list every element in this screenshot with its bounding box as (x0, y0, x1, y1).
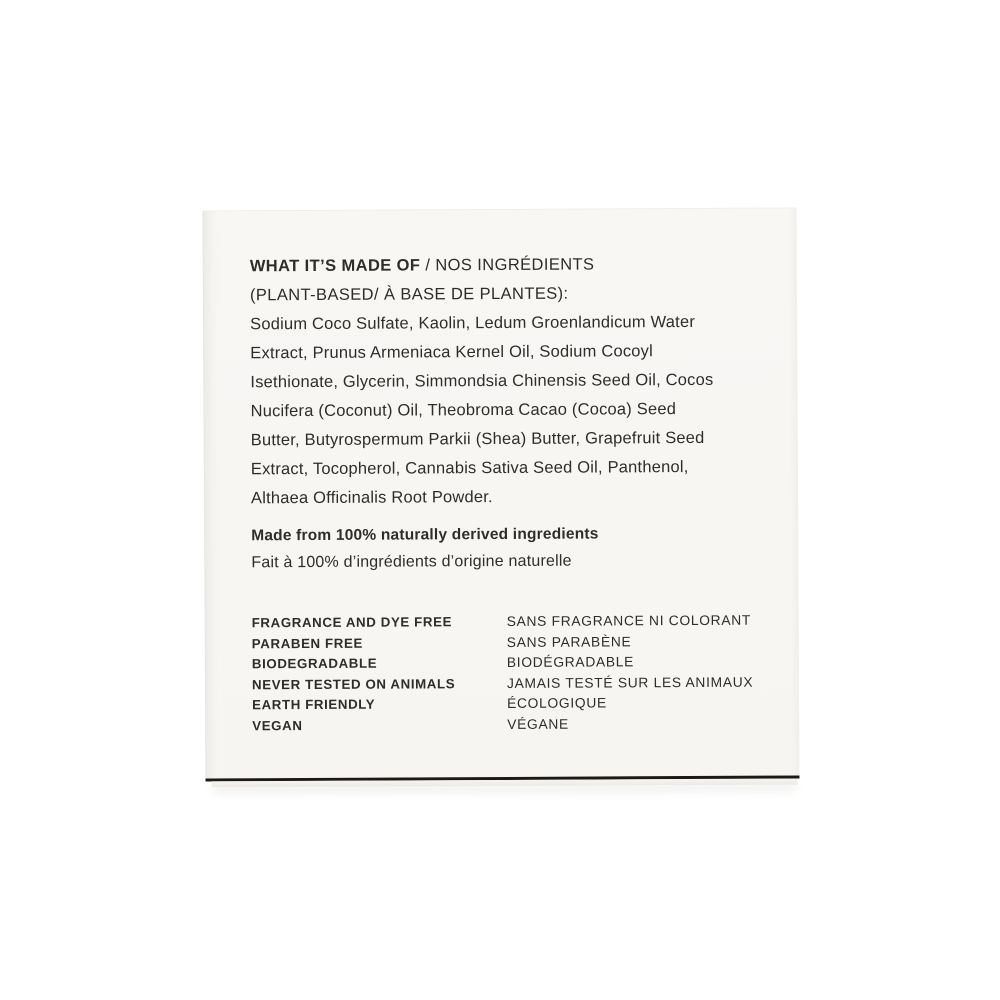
feature-fr: VÉGANE (507, 716, 569, 732)
label-content (250, 249, 801, 736)
feature-fr: SANS PARABÈNE (506, 633, 632, 650)
feature-fr: JAMAIS TESTÉ SUR LES ANIMAUX (506, 674, 754, 691)
feature-en: FRAGRANCE AND DYE FREE (251, 614, 453, 631)
feature-fr: SANS FRAGRANCE NI COLORANT (506, 612, 752, 629)
feature-en: NEVER TESTED ON ANIMALS (251, 675, 456, 692)
product-box-back-panel (203, 207, 800, 781)
plant-based-line: (PLANT-BASED/ À BASE DE PLANTES): (249, 284, 569, 305)
features-table (252, 610, 801, 736)
naturally-derived-claims (251, 519, 799, 576)
feature-fr: BIODÉGRADABLE (506, 654, 635, 670)
claim-french: Fait à 100% d’ingrédients d’origine naturelle (251, 552, 572, 572)
claim-english: Made from 100% naturally derived ingredients (251, 525, 599, 545)
heading-french: / NOS INGRÉDIENTS (420, 255, 595, 275)
box-left-fold-edge (203, 211, 221, 778)
heading-english: WHAT IT’S MADE OF (249, 256, 421, 276)
feature-en: EARTH FRIENDLY (252, 696, 376, 713)
feature-en: PARABEN FREE (251, 635, 363, 651)
feature-fr: ÉCOLOGIQUE (507, 695, 607, 711)
ingredients-list: Sodium Coco Sulfate, Kaolin, Ledum Groenlandicum Water Extract, Prunus Armeniaca Kernel Oil, Sodium Cocoyl Isethionate, Glycerin, Simmondsia Chinensis Seed Oil, Cocos Nucifera (Coconut) Oil, Theobroma Cacao (Cocoa) Seed Butter, Butyrospermum Parkii (Shea) Butter, Grapefruit Seed Extract, Tocopherol, Cannabis Sativa Seed Oil, Panthenol, Althaea Officinalis Root Powder. (250, 312, 714, 508)
ingredients-heading (250, 249, 798, 281)
box-bottom-flap (212, 779, 798, 788)
feature-en: VEGAN (252, 717, 303, 733)
feature-en: BIODEGRADABLE (251, 655, 378, 672)
